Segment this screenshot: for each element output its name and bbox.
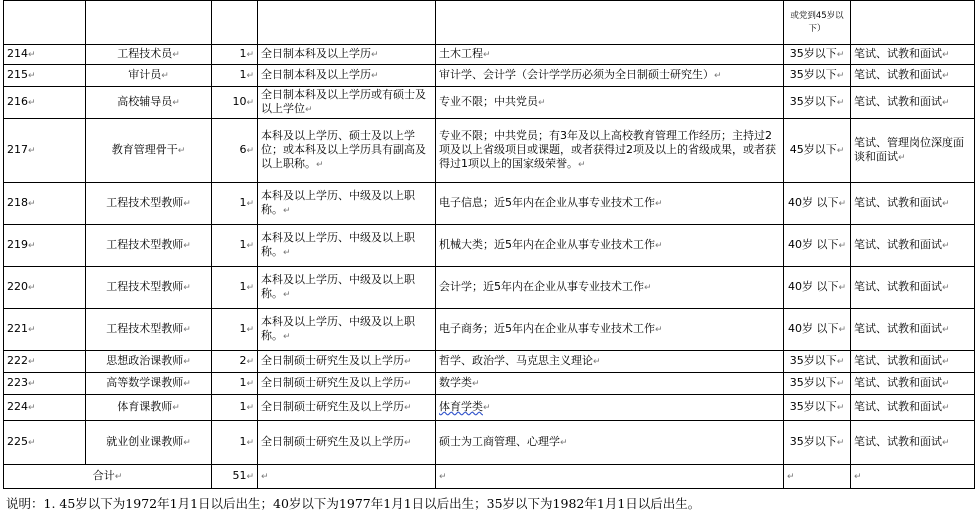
paragraph-mark: ↵ xyxy=(472,379,480,389)
cell-number xyxy=(4,309,86,351)
cell-requirements-text: 土木工程 xyxy=(439,47,483,60)
paragraph-mark: ↵ xyxy=(836,379,845,389)
cell-age-text: 35岁以下 xyxy=(789,400,837,413)
cell-age xyxy=(784,45,851,65)
cell-number xyxy=(4,373,86,395)
table-row xyxy=(4,45,975,65)
cell-exam-text: 笔试、试教和面试 xyxy=(854,354,942,367)
cell-count-text: 1 xyxy=(239,400,247,413)
paragraph-mark: ↵ xyxy=(655,199,663,209)
header-cell xyxy=(258,1,436,45)
cell-age-text: 40岁 以下 xyxy=(787,196,839,209)
cell-number-text: 225 xyxy=(7,435,28,448)
paragraph-mark: ↵ xyxy=(836,403,845,413)
paragraph-mark: ↵ xyxy=(836,98,845,108)
cell-education-text: 全日制本科及以上学历 xyxy=(261,47,371,60)
cell-post xyxy=(86,267,212,309)
cell-count-text: 1 xyxy=(239,280,247,293)
table-row xyxy=(4,373,975,395)
cell-number-text: 221 xyxy=(7,322,28,335)
paragraph-mark: ↵ xyxy=(942,379,950,389)
cell-count-text: 2 xyxy=(239,354,247,367)
table-row xyxy=(4,225,975,267)
cell-exam-text: 笔试、试教和面试 xyxy=(854,196,942,209)
cell-exam xyxy=(851,373,975,395)
cell-age-text: 35岁以下 xyxy=(789,435,837,448)
cell-exam-text: 笔试、试教和面试 xyxy=(854,95,942,108)
table-row xyxy=(4,183,975,225)
cell-count-text: 1 xyxy=(239,238,247,251)
cell-post xyxy=(86,225,212,267)
cell-post xyxy=(86,373,212,395)
header-cell xyxy=(851,1,975,45)
paragraph-mark: ↵ xyxy=(161,71,169,81)
cell-count-text: 1 xyxy=(239,47,247,60)
cell-requirements xyxy=(436,395,784,421)
paragraph-mark: ↵ xyxy=(172,98,180,108)
cell-post-text: 工程技术型教师 xyxy=(106,322,184,335)
cell-number xyxy=(4,421,86,465)
paragraph-mark: ↵ xyxy=(246,283,254,293)
cell-requirements-text: 专业不限；中共党员；有3年及以上高校教育管理工作经历；主持过2项及以上省级项目或课题，或者获得过2项及以上的省级成果，或者获得过1项以上的国家级荣誉。 xyxy=(439,129,776,170)
cell-age-text: 35岁以下 xyxy=(789,47,837,60)
cell-count xyxy=(212,65,258,87)
paragraph-mark: ↵ xyxy=(371,71,379,81)
paragraph-mark: ↵ xyxy=(593,357,601,367)
cell-count xyxy=(212,183,258,225)
cell-education xyxy=(258,421,436,465)
cell-exam xyxy=(851,267,975,309)
paragraph-mark: ↵ xyxy=(316,160,324,170)
cell-exam xyxy=(851,395,975,421)
cell-education xyxy=(258,373,436,395)
paragraph-mark: ↵ xyxy=(439,472,447,482)
paragraph-mark: ↵ xyxy=(246,472,254,482)
paragraph-mark: ↵ xyxy=(246,325,254,335)
cell-age xyxy=(784,225,851,267)
paragraph-mark: ↵ xyxy=(183,379,191,389)
cell-education-text: 全日制硕士研究生及以上学历 xyxy=(261,354,404,367)
cell-requirements xyxy=(436,45,784,65)
cell-count xyxy=(212,119,258,183)
cell-requirements xyxy=(436,309,784,351)
cell-number-text: 224 xyxy=(7,400,28,413)
paragraph-mark: ↵ xyxy=(404,379,412,389)
paragraph-mark: ↵ xyxy=(942,241,950,251)
paragraph-mark: ↵ xyxy=(404,357,412,367)
cell-number xyxy=(4,267,86,309)
paragraph-mark: ↵ xyxy=(483,403,491,413)
cell-number-text: 215 xyxy=(7,68,28,81)
cell-age xyxy=(784,267,851,309)
cell-requirements-text: 专业不限；中共党员 xyxy=(439,95,538,108)
cell-age xyxy=(784,65,851,87)
paragraph-mark: ↵ xyxy=(28,98,36,108)
paragraph-mark: ↵ xyxy=(283,332,291,342)
cell-post xyxy=(86,395,212,421)
cell-education xyxy=(258,119,436,183)
cell-count-text: 1 xyxy=(239,376,247,389)
cell-requirements-text: 电子信息；近5年内在企业从事专业技术工作 xyxy=(439,196,655,209)
cell-education xyxy=(258,45,436,65)
cell-education xyxy=(258,267,436,309)
cell-education-text: 本科及以上学历、中级及以上职称。 xyxy=(261,315,415,342)
cell-age-text: 35岁以下 xyxy=(789,95,837,108)
footnote: 说明：1. 45岁以下为1972年1月1日以后出生；40岁以下为1977年1月1日以后出生；35岁以下为1982年1月1日以后出生。 xyxy=(6,496,701,511)
cell-post-text: 工程技术型教师 xyxy=(106,280,184,293)
cell-number-text: 214 xyxy=(7,47,28,60)
cell-education-text: 本科及以上学历、中级及以上职称。 xyxy=(261,273,415,300)
cell-exam-text: 笔试、试教和面试 xyxy=(854,376,942,389)
cell-requirements xyxy=(436,87,784,119)
table-row xyxy=(4,87,975,119)
cell-age-text: 35岁以下 xyxy=(789,376,837,389)
paragraph-mark: ↵ xyxy=(655,325,663,335)
paragraph-mark: ↵ xyxy=(261,472,269,482)
cell-education-text: 本科及以上学历、中级及以上职称。 xyxy=(261,231,415,258)
paragraph-mark: ↵ xyxy=(177,146,186,156)
total-row xyxy=(4,465,975,489)
cell-age-text: 35岁以下 xyxy=(789,68,837,81)
cell-education-text: 全日制本科及以上学历或有硕士及以上学位 xyxy=(261,88,426,115)
cell-exam xyxy=(851,65,975,87)
paragraph-mark: ↵ xyxy=(644,283,652,293)
total-empty xyxy=(436,465,784,489)
paragraph-mark: ↵ xyxy=(942,438,950,448)
cell-post-text: 高校辅导员 xyxy=(117,95,173,108)
cell-post-text: 教育管理骨干 xyxy=(111,143,178,156)
cell-education xyxy=(258,395,436,421)
paragraph-mark: ↵ xyxy=(578,160,586,170)
paragraph-mark: ↵ xyxy=(560,438,568,448)
paragraph-mark: ↵ xyxy=(28,146,36,156)
paragraph-mark: ↵ xyxy=(246,98,254,108)
cell-requirements xyxy=(436,225,784,267)
paragraph-mark: ↵ xyxy=(836,146,845,156)
paragraph-mark: ↵ xyxy=(114,472,123,482)
paragraph-mark: ↵ xyxy=(854,472,862,482)
paragraph-mark: ↵ xyxy=(183,438,191,448)
paragraph-mark: ↵ xyxy=(246,241,254,251)
cell-post-text: 工程技术型教师 xyxy=(106,238,184,251)
cell-exam-text: 笔试、管理岗位深度面谈和面试 xyxy=(854,136,964,163)
header-cell xyxy=(436,1,784,45)
cell-education xyxy=(258,309,436,351)
table-row xyxy=(4,309,975,351)
cell-count-text: 6 xyxy=(239,143,247,156)
paragraph-mark: ↵ xyxy=(28,325,36,335)
cell-exam-text: 笔试、试教和面试 xyxy=(854,322,942,335)
paragraph-mark: ↵ xyxy=(28,379,36,389)
cell-number-text: 223 xyxy=(7,376,28,389)
paragraph-mark: ↵ xyxy=(28,357,36,367)
cell-number-text: 218 xyxy=(7,196,28,209)
cell-post xyxy=(86,87,212,119)
paragraph-mark: ↵ xyxy=(246,50,254,60)
paragraph-mark: ↵ xyxy=(838,199,847,209)
cell-exam xyxy=(851,87,975,119)
cell-number xyxy=(4,65,86,87)
paragraph-mark: ↵ xyxy=(787,472,795,482)
header-row xyxy=(4,1,975,45)
paragraph-mark: ↵ xyxy=(942,325,950,335)
cell-education xyxy=(258,87,436,119)
cell-exam-text: 笔试、试教和面试 xyxy=(854,280,942,293)
cell-requirements xyxy=(436,351,784,373)
cell-requirements-text: 会计学；近5年内在企业从事专业技术工作 xyxy=(439,280,644,293)
total-empty xyxy=(784,465,851,489)
total-label xyxy=(4,465,212,489)
cell-post xyxy=(86,421,212,465)
cell-count-text: 1 xyxy=(239,322,247,335)
header-cell xyxy=(86,1,212,45)
cell-post xyxy=(86,45,212,65)
cell-count xyxy=(212,45,258,65)
paragraph-mark: ↵ xyxy=(283,248,291,258)
total-label-text: 合计 xyxy=(92,469,115,482)
paragraph-mark: ↵ xyxy=(838,325,847,335)
cell-count xyxy=(212,373,258,395)
table-row xyxy=(4,395,975,421)
cell-requirements-text: 审计学、会计学（会计学学历必须为全日制硕士研究生） xyxy=(439,68,714,81)
cell-age xyxy=(784,373,851,395)
cell-requirements-text: 机械大类；近5年内在企业从事专业技术工作 xyxy=(439,238,655,251)
cell-number-text: 220 xyxy=(7,280,28,293)
cell-requirements xyxy=(436,421,784,465)
cell-post xyxy=(86,351,212,373)
cell-post xyxy=(86,65,212,87)
paragraph-mark: ↵ xyxy=(28,199,36,209)
paragraph-mark: ↵ xyxy=(183,325,191,335)
table-row xyxy=(4,267,975,309)
cell-count-text: 1 xyxy=(239,435,247,448)
paragraph-mark: ↵ xyxy=(898,153,906,163)
paragraph-mark: ↵ xyxy=(246,71,254,81)
cell-requirements xyxy=(436,183,784,225)
cell-count xyxy=(212,395,258,421)
cell-exam-text: 笔试、试教和面试 xyxy=(854,68,942,81)
cell-post xyxy=(86,119,212,183)
cell-age xyxy=(784,183,851,225)
total-count-text: 51 xyxy=(232,469,247,482)
paragraph-mark: ↵ xyxy=(942,403,950,413)
paragraph-mark: ↵ xyxy=(172,403,180,413)
table-row xyxy=(4,351,975,373)
paragraph-mark: ↵ xyxy=(283,206,291,216)
paragraph-mark: ↵ xyxy=(172,50,180,60)
cell-number xyxy=(4,119,86,183)
cell-requirements-text: 体育学类 xyxy=(439,400,483,413)
cell-age-text: 40岁 以下 xyxy=(787,238,839,251)
cell-education-text: 全日制本科及以上学历 xyxy=(261,68,371,81)
paragraph-mark: ↵ xyxy=(28,403,36,413)
paragraph-mark: ↵ xyxy=(404,438,412,448)
cell-exam-text: 笔试、试教和面试 xyxy=(854,238,942,251)
cell-post xyxy=(86,183,212,225)
cell-post-text: 工程技术型教师 xyxy=(106,196,184,209)
total-empty xyxy=(851,465,975,489)
cell-post-text: 工程技术员 xyxy=(117,47,173,60)
cell-requirements-text: 数学类 xyxy=(439,376,472,389)
cell-count xyxy=(212,309,258,351)
cell-education-text: 全日制硕士研究生及以上学历 xyxy=(261,400,404,413)
cell-requirements xyxy=(436,119,784,183)
paragraph-mark: ↵ xyxy=(942,199,950,209)
cell-exam xyxy=(851,225,975,267)
paragraph-mark: ↵ xyxy=(305,105,313,115)
paragraph-mark: ↵ xyxy=(942,357,950,367)
paragraph-mark: ↵ xyxy=(942,98,950,108)
paragraph-mark: ↵ xyxy=(404,403,412,413)
paragraph-mark: ↵ xyxy=(246,146,254,156)
cell-exam xyxy=(851,119,975,183)
cell-count xyxy=(212,351,258,373)
paragraph-mark: ↵ xyxy=(183,199,191,209)
cell-number-text: 216 xyxy=(7,95,28,108)
cell-count xyxy=(212,225,258,267)
paragraph-mark: ↵ xyxy=(836,357,845,367)
cell-education-text: 本科及以上学历、硕士及以上学位；或本科及以上学历具有副高及以上职称。 xyxy=(261,129,426,170)
cell-requirements-text: 电子商务；近5年内在企业从事专业技术工作 xyxy=(439,322,655,335)
cell-requirements xyxy=(436,65,784,87)
cell-education xyxy=(258,351,436,373)
cell-age xyxy=(784,119,851,183)
header-age-note: 或党到45岁以下） xyxy=(784,1,851,45)
cell-education xyxy=(258,225,436,267)
cell-count-text: 10 xyxy=(232,95,247,108)
cell-exam xyxy=(851,421,975,465)
paragraph-mark: ↵ xyxy=(246,357,254,367)
paragraph-mark: ↵ xyxy=(838,283,847,293)
paragraph-mark: ↵ xyxy=(836,71,845,81)
cell-number xyxy=(4,351,86,373)
cell-requirements-text: 哲学、政治学、马克思主义理论 xyxy=(439,354,593,367)
cell-age-text: 45岁以下 xyxy=(789,143,837,156)
paragraph-mark: ↵ xyxy=(246,379,254,389)
paragraph-mark: ↵ xyxy=(538,98,546,108)
cell-requirements xyxy=(436,373,784,395)
paragraph-mark: ↵ xyxy=(28,71,36,81)
paragraph-mark: ↵ xyxy=(28,438,36,448)
cell-count-text: 1 xyxy=(239,196,247,209)
cell-age-text: 35岁以下 xyxy=(789,354,837,367)
cell-post-text: 高等数学课教师 xyxy=(106,376,184,389)
cell-post-text: 思想政治课教师 xyxy=(106,354,184,367)
cell-age-text: 40岁 以下 xyxy=(787,280,839,293)
cell-education-text: 本科及以上学历、中级及以上职称。 xyxy=(261,189,415,216)
cell-education xyxy=(258,65,436,87)
cell-age xyxy=(784,87,851,119)
cell-age-text: 40岁 以下 xyxy=(787,322,839,335)
paragraph-mark: ↵ xyxy=(183,241,191,251)
cell-number xyxy=(4,225,86,267)
paragraph-mark: ↵ xyxy=(836,50,845,60)
cell-exam xyxy=(851,309,975,351)
cell-post-text: 审计员 xyxy=(128,68,162,81)
paragraph-mark: ↵ xyxy=(942,283,950,293)
cell-count xyxy=(212,421,258,465)
paragraph-mark: ↵ xyxy=(28,283,36,293)
paragraph-mark: ↵ xyxy=(942,50,950,60)
cell-number xyxy=(4,395,86,421)
cell-education-text: 全日制硕士研究生及以上学历 xyxy=(261,435,404,448)
cell-number xyxy=(4,45,86,65)
cell-exam-text: 笔试、试教和面试 xyxy=(854,435,942,448)
cell-exam xyxy=(851,45,975,65)
paragraph-mark: ↵ xyxy=(28,50,36,60)
cell-age xyxy=(784,309,851,351)
cell-education-text: 全日制硕士研究生及以上学历 xyxy=(261,376,404,389)
recruitment-table xyxy=(3,0,975,489)
cell-exam xyxy=(851,351,975,373)
cell-requirements-text: 硕士为工商管理、心理学 xyxy=(439,435,560,448)
paragraph-mark: ↵ xyxy=(28,241,36,251)
paragraph-mark: ↵ xyxy=(942,71,950,81)
header-cell xyxy=(212,1,258,45)
paragraph-mark: ↵ xyxy=(838,241,847,251)
cell-requirements xyxy=(436,267,784,309)
cell-education xyxy=(258,183,436,225)
table-row xyxy=(4,421,975,465)
total-count xyxy=(212,465,258,489)
cell-exam-text: 笔试、试教和面试 xyxy=(854,47,942,60)
paragraph-mark: ↵ xyxy=(836,438,845,448)
cell-count xyxy=(212,267,258,309)
total-empty xyxy=(258,465,436,489)
header-cell xyxy=(4,1,86,45)
cell-number xyxy=(4,87,86,119)
cell-exam xyxy=(851,183,975,225)
cell-age xyxy=(784,351,851,373)
paragraph-mark: ↵ xyxy=(371,50,379,60)
cell-post-text: 体育课教师 xyxy=(117,400,173,413)
cell-post-text: 就业创业课教师 xyxy=(106,435,184,448)
cell-number-text: 222 xyxy=(7,354,28,367)
paragraph-mark: ↵ xyxy=(283,290,291,300)
paragraph-mark: ↵ xyxy=(714,71,722,81)
cell-count-text: 1 xyxy=(239,68,247,81)
paragraph-mark: ↵ xyxy=(246,199,254,209)
cell-number-text: 219 xyxy=(7,238,28,251)
cell-age xyxy=(784,395,851,421)
table-row xyxy=(4,65,975,87)
cell-post xyxy=(86,309,212,351)
cell-exam-text: 笔试、试教和面试 xyxy=(854,400,942,413)
paragraph-mark: ↵ xyxy=(655,241,663,251)
cell-count xyxy=(212,87,258,119)
paragraph-mark: ↵ xyxy=(246,403,254,413)
paragraph-mark: ↵ xyxy=(183,283,191,293)
paragraph-mark: ↵ xyxy=(246,438,254,448)
cell-number-text: 217 xyxy=(7,143,28,156)
cell-number xyxy=(4,183,86,225)
table-row xyxy=(4,119,975,183)
paragraph-mark: ↵ xyxy=(183,357,191,367)
paragraph-mark: ↵ xyxy=(483,50,491,60)
cell-age xyxy=(784,421,851,465)
